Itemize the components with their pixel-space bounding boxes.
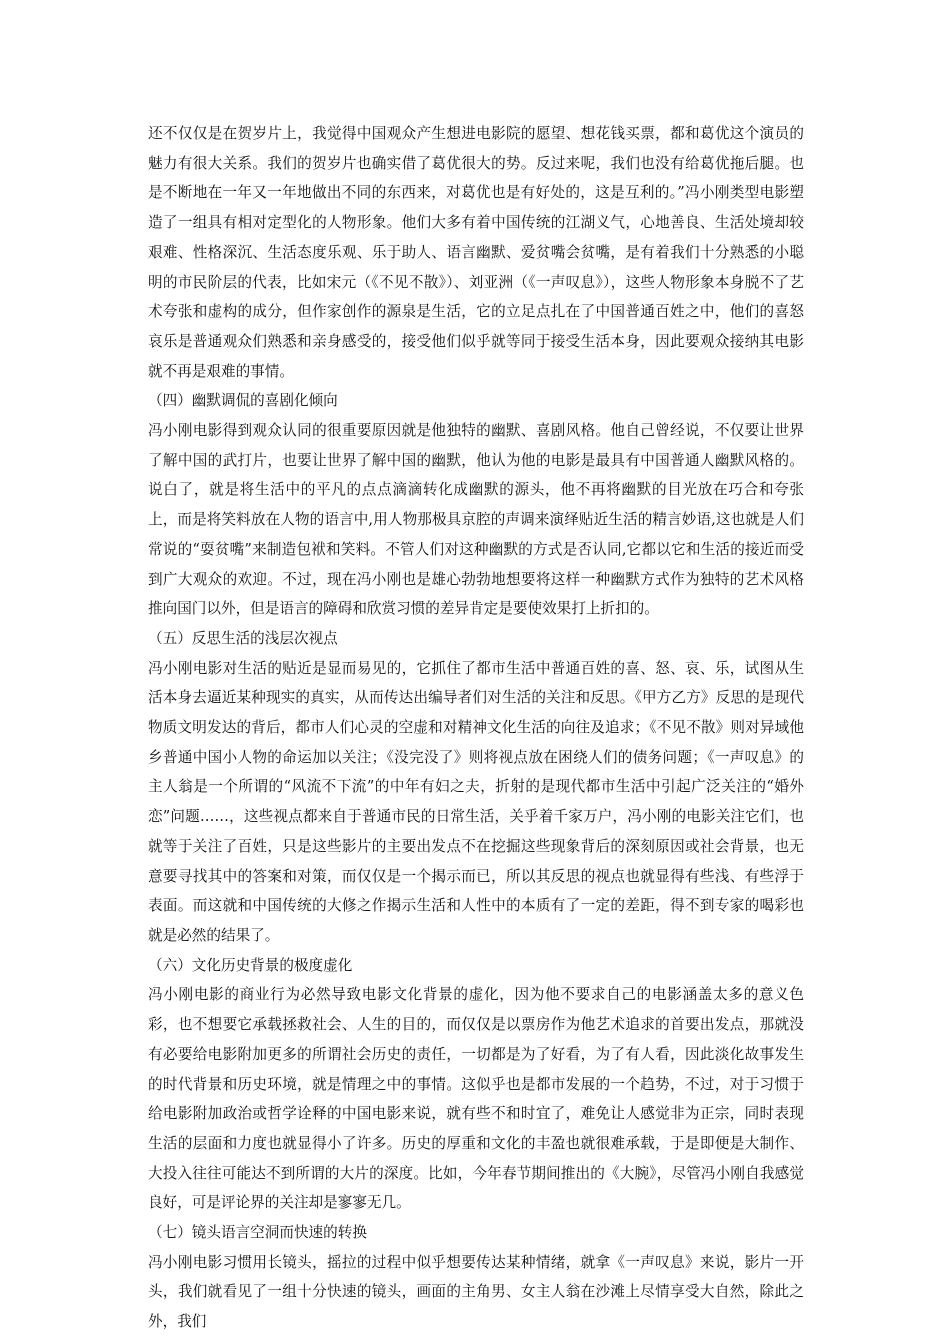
body-paragraph: 冯小刚电影得到观众认同的很重要原因就是他独特的幽默、喜剧风格。他自己曾经说，不仅要让世界了解中国的武打片，也要让世界了解中国的幽默，他认为他的电影是最具有中国普通人幽默风格的。说白了，就是将生活中的平凡的点点滴滴转化成幽默的源头，他不再将幽默的目光放在巧合和夸张上，而是将笑料放在人物的语言中,用人物那极具京腔的声调来演绎贴近生活的精言妙语,这也就是人们常说的“耍贫嘴”来制造包袱和笑料。不管人们对这种幽默的方式是否认同,它都以它和生活的接近而受到广大观众的欢迎。不过，现在冯小刚也是雄心勃勃地想要将这样一种幽默方式作为独特的艺术风格推向国门以外，但是语言的障碍和欣赏习惯的差异肯定是要使效果打上折扣的。 [148, 422, 804, 618]
section-heading: （五）反思生活的浅层次视点 [148, 629, 338, 647]
body-paragraph: 冯小刚电影的商业行为必然导致电影文化背景的虚化，因为他不要求自己的电影涵盖太多的意义色彩，也不想要它承载拯救社会、人生的目的，而仅仅是以票房作为他艺术追求的首要出发点，那就没有必要给电影附加更多的所谓社会历史的责任，一切都是为了好看，为了有人看，因此淡化故事发生的时代背景和历史环境，就是情理之中的事情。这似乎也是都市发展的一个趋势，不过，对于习惯于给电影附加政治或哲学诠释的中国电影来说，就有些不和时宜了，难免让人感觉非为正宗，同时表现生活的层面和力度也就显得小了许多。历史的厚重和文化的丰盈也就很难承载，于是即便是大制作、大投入往往可能达不到所谓的大片的深度。比如，今年春节期间推出的《大腕》，尽管冯小刚自我感觉良好，可是评论界的关注却是寥寥无几。 [148, 986, 804, 1212]
section-heading: （七）镜头语言空洞而快速的转换 [148, 1224, 367, 1242]
body-paragraph: 冯小刚电影习惯用长镜头，摇拉的过程中似乎想要传达某种情绪，就拿《一声叹息》来说，影片一开头，我们就看见了一组十分快速的镜头，画面的主角男、女主人翁在沙滩上尽情享受大自然，除此之外，我们 [148, 1253, 804, 1331]
document-body [148, 119, 804, 1337]
section-heading: （四）幽默调侃的喜剧化倾向 [148, 392, 338, 410]
section-heading: （六）文化历史背景的极度虚化 [148, 956, 353, 974]
body-paragraph: 冯小刚电影对生活的贴近是显而易见的，它抓住了都市生活中普通百姓的喜、怒、哀、乐，试图从生活本身去逼近某种现实的真实，从而传达出编导者们对生活的关注和反思。《甲方乙方》反思的是现代物质文明发达的背后，都市人们心灵的空虚和对精神文化生活的向往及追求；《不见不散》则对异域他乡普通中国小人物的命运加以关注；《没完没了》则将视点放在困绕人们的债务问题；《一声叹息》的主人翁是一个所谓的“风流不下流”的中年有妇之夫，折射的是现代都市生活中引起广泛关注的“婚外恋”问题……，这些视点都来自于普通市民的日常生活，关乎着千家万户，冯小刚的电影关注它们，也就等于关注了百姓，只是这些影片的主要出发点不在挖掘这些现象背后的深刻原因或社会背景，也无意要寻找其中的答案和对策，而仅仅是一个揭示而已，所以其反思的视点也就显得有些浅、有些浮于表面。而这就和中国传统的大修之作揭示生活和人性中的本质有了一定的差距，得不到专家的喝彩也就是必然的结果了。 [148, 659, 804, 944]
body-paragraph: 还不仅仅是在贺岁片上，我觉得中国观众产生想进电影院的愿望、想花钱买票，都和葛优这个演员的魅力有很大关系。我们的贺岁片也确实借了葛优很大的势。反过来呢，我们也没有给葛优拖后腿。也是不断地在一年又一年地做出不同的东西来，对葛优也是有好处的，这是互利的。”冯小刚类型电影塑造了一组具有相对定型化的人物形象。他们大多有着中国传统的江湖义气，心地善良、生活处境却较艰难、性格深沉、生活态度乐观、乐于助人、语言幽默、爱贫嘴会贫嘴，是有着我们十分熟悉的小聪明的市民阶层的代表，比如宋元（《不见不散》）、刘亚洲（《一声叹息》），这些人物形象本身脱不了艺术夸张和虚构的成分，但作家创作的源泉是生活，它的立足点扎在了中国普通百姓之中，他们的喜怒哀乐是普通观众们熟悉和亲身感受的，接受他们似乎就等同于接受生活本身，因此要观众接纳其电影就不再是艰难的事情。 [148, 125, 804, 380]
